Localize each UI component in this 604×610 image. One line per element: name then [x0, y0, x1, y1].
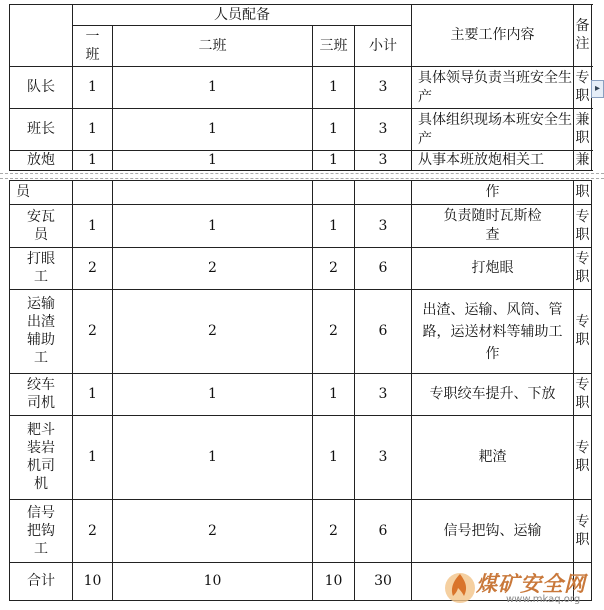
cell-shift3: 1: [313, 67, 355, 109]
table-row: [10, 248, 592, 290]
cell-shift2: 1: [113, 67, 313, 109]
cell-subtotal: 6: [355, 500, 412, 563]
cell-shift3: 2: [313, 290, 355, 374]
cell-subtotal: 6: [355, 248, 412, 290]
cell-shift3: 2: [313, 500, 355, 563]
cell-remark-text: 专职: [575, 377, 590, 411]
flame-logo-icon: [440, 566, 480, 606]
header-shift2: 二班: [113, 26, 313, 67]
cell-shift3: [313, 181, 355, 205]
table-row: [10, 67, 592, 109]
cell-remark: 兼: [574, 151, 592, 171]
cell-duty: 信号把钩、运输: [412, 500, 574, 563]
cell-shift1: 2: [73, 248, 113, 290]
cell-total-shift2: 10: [113, 563, 313, 601]
header-subtotal: 小计: [355, 26, 412, 67]
cell-duty: 具体组织现场本班安全生产: [412, 109, 574, 151]
header-remark-text: 备注: [575, 18, 590, 52]
cell-shift2: 1: [113, 374, 313, 416]
cell-remark: [574, 416, 592, 500]
cell-subtotal: [355, 181, 412, 205]
cell-remark-text: 专职: [575, 208, 590, 243]
header-shift1: [73, 26, 113, 67]
cell-shift2: 1: [113, 151, 313, 171]
cell-position: [10, 374, 73, 416]
cell-duty: 专职绞车提升、下放: [412, 374, 574, 416]
table-row: [10, 290, 592, 374]
cell-duty: [412, 205, 574, 248]
cell-subtotal: 3: [355, 416, 412, 500]
cell-duty: 打炮眼: [412, 248, 574, 290]
watermark-url: www.mkaq.org: [506, 594, 581, 605]
cell-total-shift3: 10: [313, 563, 355, 601]
cell-shift1: 2: [73, 290, 113, 374]
table-row: [10, 205, 592, 248]
cell-remark: 职: [574, 181, 592, 205]
cell-shift2: 1: [113, 109, 313, 151]
table-row: [10, 416, 592, 500]
cell-shift2: 2: [113, 290, 313, 374]
cell-remark-text: 专职: [575, 440, 590, 474]
cell-remark: [574, 109, 592, 151]
cell-shift1: 1: [73, 416, 113, 500]
cell-subtotal: 3: [355, 374, 412, 416]
cell-duty: 作: [412, 181, 574, 205]
cell-position: [10, 205, 73, 248]
cell-position: [10, 290, 73, 374]
cell-position: 放炮: [10, 151, 73, 171]
cell-shift1: [73, 181, 113, 205]
cell-shift3: 2: [313, 248, 355, 290]
staffing-table-part1: [9, 4, 592, 171]
cell-position-text: 安瓦员: [27, 208, 55, 243]
cell-duty-text: 出渣、运输、风筒、管路，运送材料等辅助工作: [422, 301, 563, 362]
cell-shift2: [113, 181, 313, 205]
cell-shift1: 1: [73, 109, 113, 151]
cell-remark: [574, 67, 592, 109]
cell-duty-text: 负责随时瓦斯检查: [443, 208, 542, 243]
cell-shift2: 2: [113, 500, 313, 563]
table-row: [10, 500, 592, 563]
header-duties: 主要工作内容: [412, 5, 574, 67]
expand-arrow-icon[interactable]: ▸: [591, 80, 604, 98]
cell-shift2: 1: [113, 205, 313, 248]
cell-remark-text: 专职: [575, 251, 590, 285]
cell-duty: [412, 290, 574, 374]
cell-position-text: 绞车司机: [27, 377, 55, 411]
cell-shift1: 1: [73, 151, 113, 171]
header-remark: [574, 5, 592, 67]
cell-position: [10, 248, 73, 290]
cell-shift1: 1: [73, 374, 113, 416]
cell-position: [10, 500, 73, 563]
cell-subtotal: 3: [355, 109, 412, 151]
cell-remark: [574, 248, 592, 290]
cell-total-label: 合计: [10, 563, 73, 601]
header-position: [10, 5, 73, 67]
cell-position: 班长: [10, 109, 73, 151]
cell-shift3: 1: [313, 374, 355, 416]
cell-shift2: 2: [113, 248, 313, 290]
cell-subtotal: 3: [355, 151, 412, 171]
cell-shift1: 2: [73, 500, 113, 563]
header-shift3: 三班: [313, 26, 355, 67]
cell-total-shift1: 10: [73, 563, 113, 601]
cell-position: 员: [10, 181, 73, 205]
cell-remark: [574, 205, 592, 248]
staffing-table-part2: [9, 180, 592, 601]
table-row: [10, 374, 592, 416]
cell-subtotal: 3: [355, 67, 412, 109]
watermark-brand: 煤矿安全网: [476, 572, 586, 596]
cell-duty: 耙渣: [412, 416, 574, 500]
cell-subtotal: 3: [355, 205, 412, 248]
cell-shift3: 1: [313, 416, 355, 500]
cell-total-subtotal: 30: [355, 563, 412, 601]
cell-shift3: 1: [313, 205, 355, 248]
cell-shift2: 1: [113, 416, 313, 500]
header-shift1-text: 一班: [85, 28, 100, 63]
table-row: [10, 109, 592, 151]
cell-remark: [574, 374, 592, 416]
cell-subtotal: 6: [355, 290, 412, 374]
cell-duty: 具体领导负责当班安全生产: [412, 67, 574, 109]
cell-remark-text: 专职: [575, 314, 590, 348]
cell-duty: 从事本班放炮相关工: [412, 151, 574, 171]
cell-remark: [574, 500, 592, 563]
cell-position: [10, 416, 73, 500]
cell-shift1: 1: [73, 67, 113, 109]
cell-shift1: 1: [73, 205, 113, 248]
page-break: [0, 173, 604, 179]
cell-position-text: 信号把钩工: [27, 504, 55, 557]
cell-position-text: 打眼工: [27, 251, 55, 285]
cell-remark-text: 兼职: [575, 112, 590, 146]
cell-shift3: 1: [313, 151, 355, 171]
cell-remark-text: 专职: [575, 70, 590, 104]
cell-position-text: 运输出渣辅助工: [27, 296, 55, 366]
cell-remark-text: 专职: [575, 513, 590, 548]
cell-position: 队长: [10, 67, 73, 109]
cell-remark: [574, 290, 592, 374]
site-watermark: [436, 562, 604, 608]
cell-shift3: 1: [313, 109, 355, 151]
table-row: [10, 181, 592, 205]
table-row: [10, 151, 592, 171]
header-staffing: 人员配备: [73, 5, 412, 26]
cell-position-text: 耙斗装岩机司机: [27, 422, 55, 492]
